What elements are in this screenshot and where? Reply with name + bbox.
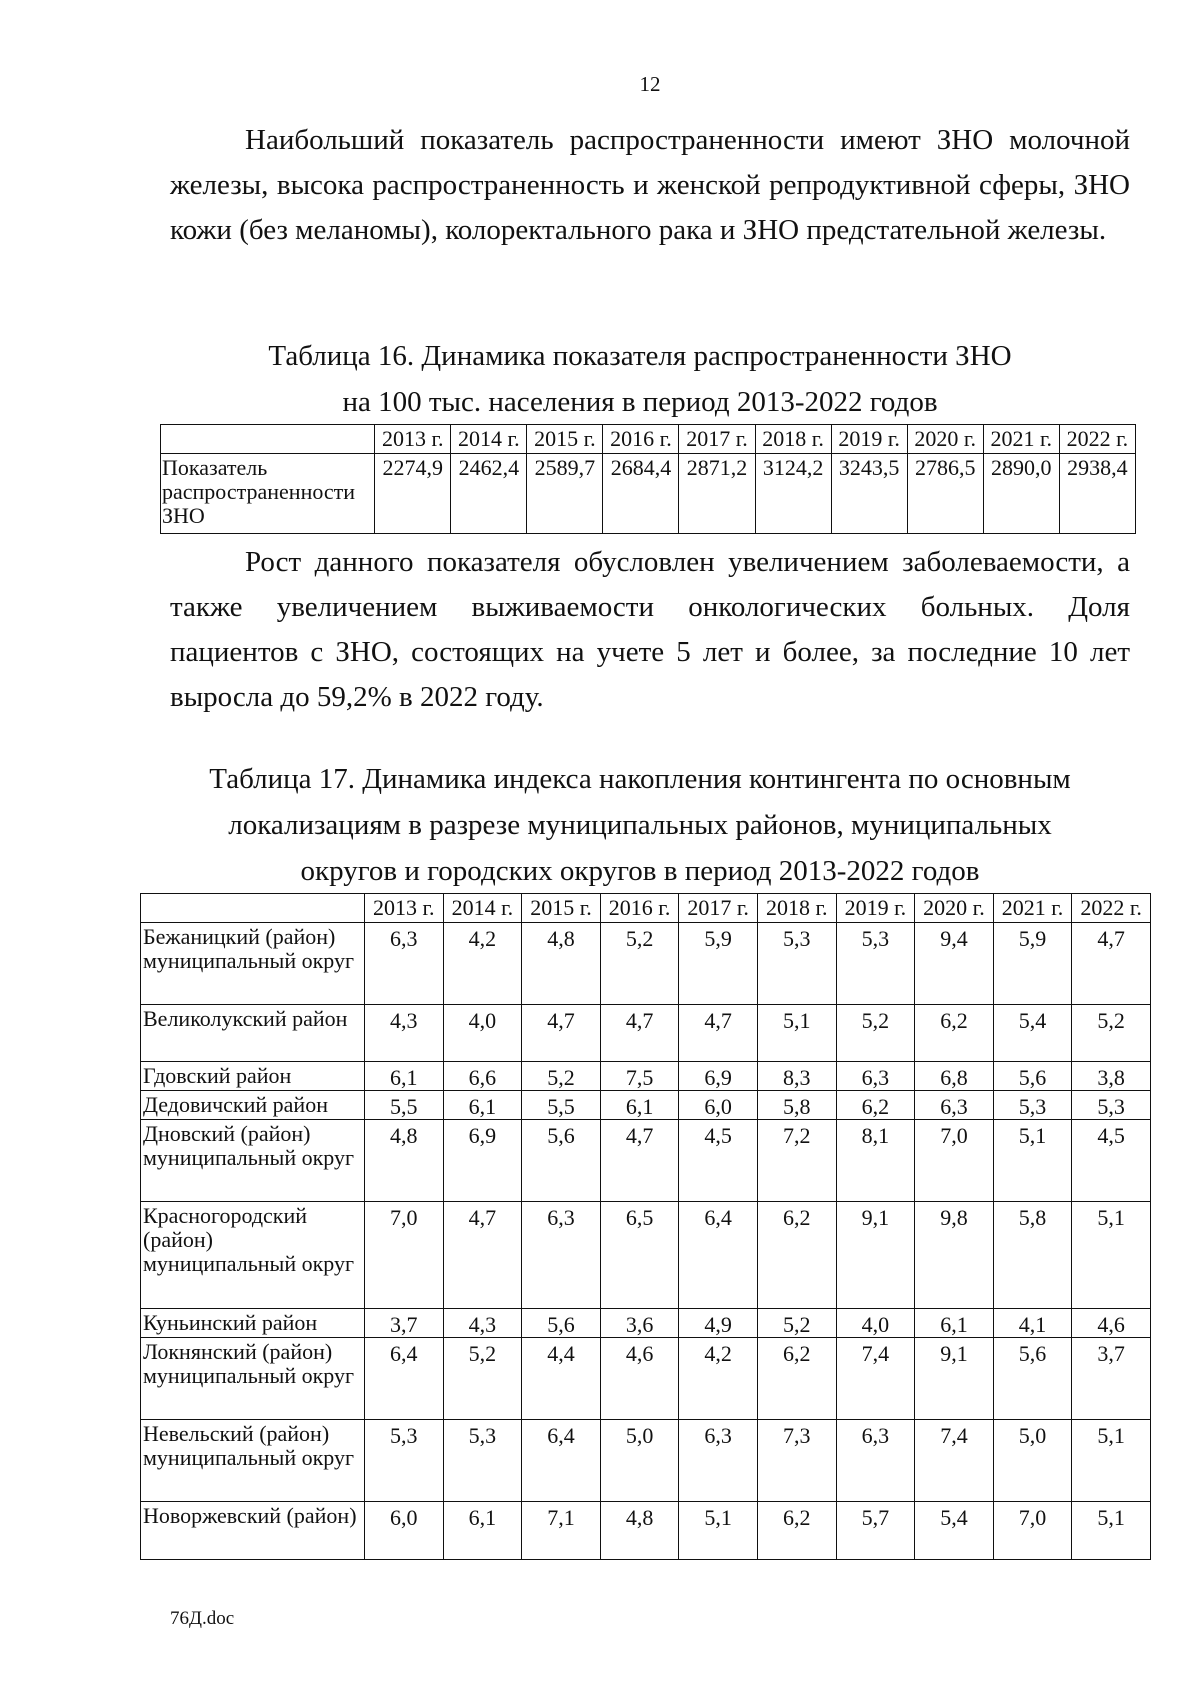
table17-corner-cell [141,894,365,923]
table16-year-header: 2019 г. [831,425,907,454]
index-cell: 5,0 [993,1420,1072,1502]
index-cell: 5,4 [993,1005,1072,1062]
index-cell: 4,7 [600,1120,679,1202]
table16-data-row [161,454,1136,534]
table16-year-header: 2017 г. [679,425,755,454]
table17-caption-line2: локализациям в разрезе муниципальных районов, муниципальных [228,809,1052,841]
index-cell: 5,6 [522,1309,601,1338]
index-cell: 6,2 [757,1202,836,1309]
index-cell: 4,7 [679,1005,758,1062]
index-cell: 4,7 [443,1202,522,1309]
table-row [141,1309,1151,1338]
index-cell: 6,1 [443,1502,522,1560]
table16-cell: 2938,4 [1059,454,1135,534]
index-cell: 6,1 [365,1062,444,1091]
index-cell: 4,7 [600,1005,679,1062]
intro-paragraph: Наибольший показатель распространенности имеют ЗНО молочной железы, высока распространенность и женской репродуктивной сферы, ЗНО кожи (без меланомы), колоректального рака и ЗНО предстательной железы. [170,124,1130,246]
table-row [141,1338,1151,1420]
index-cell: 5,4 [915,1502,994,1560]
index-cell: 6,4 [679,1202,758,1309]
index-cell: 5,7 [836,1502,915,1560]
table16-cell: 2684,4 [603,454,679,534]
index-cell: 7,0 [365,1202,444,1309]
table17-caption-line3: округов и городских округов в период 2013-2022 годов [300,855,980,887]
index-cell: 6,2 [757,1502,836,1560]
index-cell: 6,6 [443,1062,522,1091]
table16-cell: 2786,5 [907,454,983,534]
table16-year-header: 2016 г. [603,425,679,454]
index-cell: 5,3 [365,1420,444,1502]
index-cell: 5,6 [993,1062,1072,1091]
index-cell: 3,7 [365,1309,444,1338]
index-cell: 4,2 [443,923,522,1005]
district-name: Дедовичский район [141,1091,365,1120]
index-cell: 4,5 [1072,1120,1151,1202]
table16-cell: 3243,5 [831,454,907,534]
table16-cell: 2871,2 [679,454,755,534]
index-cell: 4,8 [600,1502,679,1560]
table-row [141,1502,1151,1560]
table17-year-header: 2021 г. [993,894,1072,923]
index-cell: 4,3 [443,1309,522,1338]
table16-year-header: 2013 г. [375,425,451,454]
index-cell: 5,3 [1072,1091,1151,1120]
index-cell: 3,6 [600,1309,679,1338]
table-row [141,1420,1151,1502]
index-cell: 8,3 [757,1062,836,1091]
table16-header-row [161,425,1136,454]
index-cell: 4,4 [522,1338,601,1420]
index-cell: 6,3 [836,1420,915,1502]
index-cell: 5,9 [679,923,758,1005]
index-cell: 5,2 [600,923,679,1005]
index-cell: 5,2 [522,1062,601,1091]
table16-year-header: 2014 г. [451,425,527,454]
table17-year-header: 2019 г. [836,894,915,923]
index-cell: 5,5 [365,1091,444,1120]
table16-row-label: Показатель распространенности ЗНО [161,454,375,534]
index-cell: 4,2 [679,1338,758,1420]
prevalence-table [160,424,1136,534]
index-cell: 9,1 [915,1338,994,1420]
table16-caption-line2: на 100 тыс. населения в период 2013-2022 годов [342,386,938,418]
index-cell: 9,1 [836,1202,915,1309]
index-cell: 5,6 [522,1120,601,1202]
index-cell: 4,0 [836,1309,915,1338]
index-cell: 5,2 [836,1005,915,1062]
index-cell: 5,2 [443,1338,522,1420]
table-row [141,1062,1151,1091]
index-cell: 4,8 [365,1120,444,1202]
table17-year-header: 2016 г. [600,894,679,923]
index-cell: 4,7 [522,1005,601,1062]
table17-header-row [141,894,1151,923]
index-cell: 7,4 [915,1420,994,1502]
index-cell: 4,9 [679,1309,758,1338]
index-cell: 6,0 [679,1091,758,1120]
table17-year-header: 2017 г. [679,894,758,923]
table17-year-header: 2022 г. [1072,894,1151,923]
district-name: Гдовский район [141,1062,365,1091]
index-cell: 6,1 [443,1091,522,1120]
index-cell: 5,1 [679,1502,758,1560]
index-cell: 5,2 [757,1309,836,1338]
index-cell: 5,1 [1072,1420,1151,1502]
district-name: Бежаницкий (район) муниципальный округ [141,923,365,1005]
district-name: Невельский (район) муниципальный округ [141,1420,365,1502]
page-number: 12 [639,72,661,96]
index-cell: 4,6 [600,1338,679,1420]
index-cell: 6,3 [679,1420,758,1502]
table16-corner-cell [161,425,375,454]
district-name: Новоржевский (район) [141,1502,365,1560]
index-cell: 5,1 [993,1120,1072,1202]
index-cell: 5,3 [836,923,915,1005]
index-cell: 3,8 [1072,1062,1151,1091]
table16-year-header: 2015 г. [527,425,603,454]
index-cell: 6,3 [915,1091,994,1120]
district-name: Куньинский район [141,1309,365,1338]
table-row [141,1091,1151,1120]
table16-cell: 2589,7 [527,454,603,534]
index-cell: 5,8 [757,1091,836,1120]
index-cell: 5,2 [1072,1005,1151,1062]
index-cell: 6,2 [836,1091,915,1120]
index-cell: 6,2 [915,1005,994,1062]
table16-year-header: 2018 г. [755,425,831,454]
index-cell: 8,1 [836,1120,915,1202]
growth-paragraph: Рост данного показателя обусловлен увеличением заболеваемости, а также увеличением выживаемости онкологических больных. Доля пациентов с ЗНО, состоящих на учете 5 лет и более, за последние 10 лет выросла до 59,2% в 2022 году. [170,546,1130,713]
index-cell: 5,6 [993,1338,1072,1420]
table16-cell: 2462,4 [451,454,527,534]
index-cell: 6,4 [522,1420,601,1502]
index-cell: 7,0 [993,1502,1072,1560]
index-cell: 6,8 [915,1062,994,1091]
table17-body [141,923,1151,1560]
table17-year-header: 2020 г. [915,894,994,923]
table16-cell: 2890,0 [983,454,1059,534]
index-cell: 4,7 [1072,923,1151,1005]
table-row [141,923,1151,1005]
index-cell: 6,1 [915,1309,994,1338]
index-cell: 7,5 [600,1062,679,1091]
index-cell: 4,3 [365,1005,444,1062]
table16-year-header: 2022 г. [1059,425,1135,454]
index-cell: 5,0 [600,1420,679,1502]
table16-cell: 2274,9 [375,454,451,534]
index-cell: 5,3 [757,923,836,1005]
index-cell: 5,5 [522,1091,601,1120]
index-cell: 4,5 [679,1120,758,1202]
index-cell: 3,7 [1072,1338,1151,1420]
index-cell: 5,1 [1072,1502,1151,1560]
table16-year-header: 2020 г. [907,425,983,454]
table16-year-header: 2021 г. [983,425,1059,454]
index-cell: 4,0 [443,1005,522,1062]
table16-caption-line1: Таблица 16. Динамика показателя распространенности ЗНО [268,340,1012,372]
index-cell: 4,8 [522,923,601,1005]
index-cell: 9,4 [915,923,994,1005]
index-cell: 5,3 [443,1420,522,1502]
district-name: Дновский (район) муниципальный округ [141,1120,365,1202]
index-cell: 5,3 [993,1091,1072,1120]
index-cell: 5,1 [757,1005,836,1062]
file-name-footer: 76Д.doc [170,1608,235,1629]
table17-year-header: 2013 г. [365,894,444,923]
table17-caption [140,756,1140,894]
table-row [141,1202,1151,1309]
index-cell: 6,4 [365,1338,444,1420]
index-cell: 9,8 [915,1202,994,1309]
district-name: Великолукский район [141,1005,365,1062]
index-cell: 7,4 [836,1338,915,1420]
index-cell: 6,3 [522,1202,601,1309]
index-cell: 6,3 [365,923,444,1005]
index-cell: 6,9 [443,1120,522,1202]
index-cell: 6,2 [757,1338,836,1420]
index-cell: 6,1 [600,1091,679,1120]
index-cell: 5,9 [993,923,1072,1005]
table-row [141,1120,1151,1202]
table-row [141,1005,1151,1062]
district-name: Красногородский (район) муниципальный округ [141,1202,365,1309]
table17-year-header: 2014 г. [443,894,522,923]
table16-caption [140,333,1140,425]
table17-year-header: 2018 г. [757,894,836,923]
index-cell: 5,1 [1072,1202,1151,1309]
table17-caption-line1: Таблица 17. Динамика индекса накопления контингента по основным [209,763,1071,795]
index-cell: 5,8 [993,1202,1072,1309]
index-cell: 6,9 [679,1062,758,1091]
index-cell: 4,1 [993,1309,1072,1338]
index-cell: 6,3 [836,1062,915,1091]
index-cell: 7,3 [757,1420,836,1502]
district-name: Локнянский (район) муниципальный округ [141,1338,365,1420]
index-cell: 7,0 [915,1120,994,1202]
table17-year-header: 2015 г. [522,894,601,923]
index-cell: 7,2 [757,1120,836,1202]
index-cell: 6,0 [365,1502,444,1560]
accumulation-index-table [140,893,1151,1560]
table16-cell: 3124,2 [755,454,831,534]
index-cell: 7,1 [522,1502,601,1560]
index-cell: 4,6 [1072,1309,1151,1338]
index-cell: 6,5 [600,1202,679,1309]
